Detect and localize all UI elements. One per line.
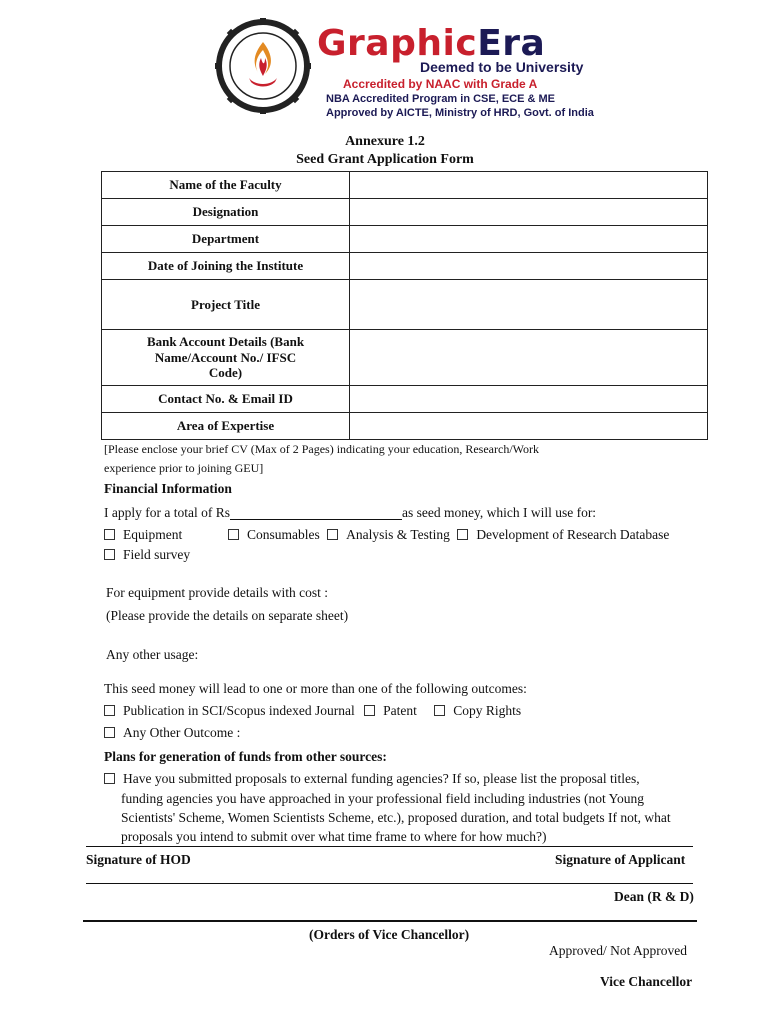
tagline-deemed: Deemed to be University [420, 59, 584, 75]
patent-checkbox[interactable] [364, 705, 375, 716]
row-label-contact: Contact No. & Email ID [102, 386, 350, 413]
financial-heading: Financial Information [104, 481, 232, 496]
equipment-label: Equipment [123, 527, 183, 542]
option-equipment[interactable] [104, 528, 182, 542]
university-logo [215, 18, 594, 123]
outcome-other[interactable] [104, 726, 240, 740]
applicant-signature-label: Signature of Applicant [555, 852, 686, 867]
plans-line1: Have you submitted proposals to external funding agencies? If so, please list the proposal titles, [123, 771, 640, 786]
table-row [102, 386, 708, 413]
option-field-survey[interactable] [104, 548, 190, 562]
dean-signature-line [86, 883, 693, 884]
row-label-bank-details: Bank Account Details (Bank Name/Account No./ IFSC Code) [102, 330, 350, 386]
contact-field[interactable] [350, 386, 708, 413]
seed-amount-field[interactable] [230, 507, 402, 520]
analysis-label: Analysis & Testing [346, 527, 450, 542]
department-field[interactable] [350, 226, 708, 253]
apply-suffix: as seed money, which I will use for: [401, 505, 597, 520]
faculty-details-table [101, 171, 708, 440]
brand-name [317, 23, 546, 64]
equipment-checkbox[interactable] [104, 529, 115, 540]
database-label: Development of Research Database [476, 527, 670, 542]
vice-chancellor-label: Vice Chancellor [600, 974, 693, 989]
plans-line4: proposals you intend to submit over what time frame to where for how much?) [121, 829, 547, 844]
tagline-naac: Accredited by NAAC with Grade A [343, 77, 538, 91]
plans-line2: funding agencies you have approached in your professional field including industries (not Young [121, 791, 645, 806]
expertise-field[interactable] [350, 413, 708, 440]
plans-line3: Scientists' Scheme, Women Scientists Scheme, etc.), proposed duration, and total budgets If not, what [121, 810, 671, 825]
plans-heading: Plans for generation of funds from other sources: [104, 749, 387, 764]
plans-question-line1 [104, 772, 640, 786]
row-label-designation: Designation [102, 199, 350, 226]
project-title-field[interactable] [350, 280, 708, 330]
other-usage-prompt: Any other usage: [106, 647, 199, 662]
apply-amount-line [104, 506, 596, 520]
consumables-label: Consumables [247, 527, 320, 542]
outcomes-intro: This seed money will lead to one or more than one of the following outcomes: [104, 681, 527, 696]
separate-sheet-note: (Please provide the details on separate sheet) [106, 608, 349, 623]
cv-note-line2: experience prior to joining GEU] [104, 461, 264, 475]
copyright-checkbox[interactable] [434, 705, 445, 716]
option-other-uses [228, 528, 669, 542]
table-row [102, 199, 708, 226]
table-row [102, 413, 708, 440]
form-title: Seed Grant Application Form [296, 152, 474, 167]
publication-checkbox[interactable] [104, 705, 115, 716]
row-label-expertise: Area of Expertise [102, 413, 350, 440]
tagline-aicte: Approved by AICTE, Ministry of HRD, Govt. of India [326, 107, 594, 119]
other-outcome-label: Any Other Outcome : [123, 725, 241, 740]
hod-signature-label: Signature of HOD [86, 852, 191, 867]
orders-heading: (Orders of Vice Chancellor) [309, 927, 470, 942]
faculty-name-field[interactable] [350, 172, 708, 199]
database-checkbox[interactable] [457, 529, 468, 540]
brand-name-graphic: Graphic [317, 23, 478, 64]
field-survey-checkbox[interactable] [104, 549, 115, 560]
table-row [102, 226, 708, 253]
bank-details-field[interactable] [350, 330, 708, 386]
university-seal-icon [215, 18, 311, 114]
table-row [102, 253, 708, 280]
cv-note-line1: [Please enclose your brief CV (Max of 2 Pages) indicating your education, Research/Work [104, 442, 540, 456]
joining-date-field[interactable] [350, 253, 708, 280]
publication-label: Publication in SCI/Scopus indexed Journal [123, 703, 355, 718]
tagline-nba: NBA Accredited Program in CSE, ECE & ME [326, 93, 556, 105]
annexure-title: Annexure 1.2 [345, 134, 425, 149]
patent-label: Patent [383, 703, 417, 718]
consumables-checkbox[interactable] [228, 529, 239, 540]
row-label-name: Name of the Faculty [102, 172, 350, 199]
hod-signature-line [86, 846, 693, 847]
designation-field[interactable] [350, 199, 708, 226]
outcome-options [104, 704, 521, 718]
approval-status: Approved/ Not Approved [549, 943, 687, 958]
field-survey-label: Field survey [123, 547, 191, 562]
table-row [102, 280, 708, 330]
brand-name-era: Era [477, 23, 546, 64]
apply-prefix: I apply for a total of Rs [104, 505, 230, 520]
row-label-project-title: Project Title [102, 280, 350, 330]
orders-divider [83, 920, 697, 922]
other-outcome-checkbox[interactable] [104, 727, 115, 738]
table-row [102, 172, 708, 199]
row-label-joining-date: Date of Joining the Institute [102, 253, 350, 280]
row-label-department: Department [102, 226, 350, 253]
plans-checkbox[interactable] [104, 773, 115, 784]
copyright-label: Copy Rights [453, 703, 522, 718]
analysis-checkbox[interactable] [327, 529, 338, 540]
table-row [102, 330, 708, 386]
dean-label: Dean (R & D) [614, 889, 694, 904]
equipment-details-prompt: For equipment provide details with cost : [106, 585, 328, 600]
